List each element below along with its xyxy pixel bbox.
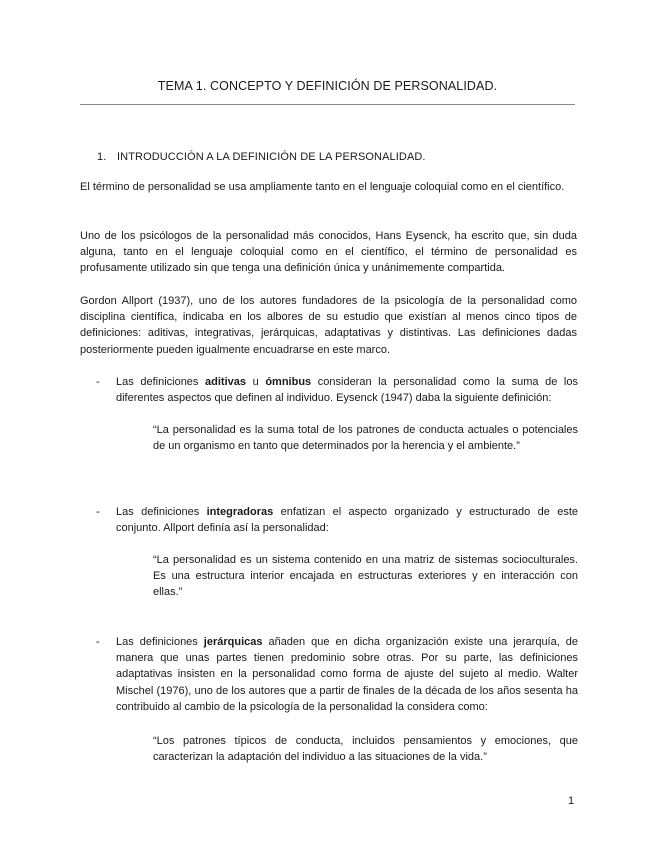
- section-heading: [97, 151, 426, 163]
- paragraph-2: Uno de los psicólogos de la personalidad más conocidos, Hans Eysenck, ha escrito que, sin duda alguna, tanto en el lenguaje coloquial como en el científico, el término de personalidad es profusamente utilizado sin que tenga una definición única y unánimemente compartida.: [80, 230, 577, 275]
- title-divider: [80, 104, 575, 105]
- quote-allport: “La personalidad es un sistema contenido en una matriz de sistemas socioculturales. Es una estructura interior encajada en estructuras exteriores y en interacción con ellas.”: [153, 554, 578, 599]
- bullet-text-post: enfatizan el aspecto organizado y estructurado de este conjunto. Allport definía así la personalidad:: [116, 506, 578, 535]
- bullet-text-post: consideran la personalidad como la suma de los diferentes aspectos que definen al individuo. Eysenck (1947) daba la siguiente definición:: [116, 376, 578, 405]
- bullet-text: [116, 374, 578, 406]
- bullet-item-integradoras: [96, 504, 578, 536]
- bullet-text-pre: Las definiciones: [116, 636, 204, 648]
- bullet-text-mid: u: [246, 376, 266, 388]
- bullet-text-pre: Las definiciones: [116, 376, 206, 388]
- bullet-bold-term: integradoras: [206, 506, 274, 518]
- paragraph-1: El término de personalidad se usa ampliamente tanto en el lenguaje coloquial como en el científico.: [80, 181, 565, 193]
- section-heading-text: INTRODUCCIÓN A LA DEFINICIÓN DE LA PERSONALIDAD.: [117, 151, 426, 163]
- page-number: 1: [568, 795, 575, 807]
- bullet-text: [116, 634, 578, 715]
- bullet-bold-term-2: ómnibus: [265, 376, 312, 388]
- bullet-dash: -: [96, 376, 100, 388]
- page-title: TEMA 1. CONCEPTO Y DEFINICIÓN DE PERSONALIDAD.: [157, 79, 498, 93]
- bullet-text-post: añaden que en dicha organización existe una jerarquía, de manera que unas partes tienen predominio sobre otras. Por su parte, las definiciones adaptativas insisten en la personalidad como forma de ajuste del sujeto al medio. Walter Mischel (1976), uno de los autores que a partir de finales de la década de los años sesenta ha contribuido al cambio de la psicología de la personalidad la considera como:: [116, 636, 578, 713]
- bullet-bold-term: aditivas: [205, 376, 246, 388]
- paragraph-3: Gordon Allport (1937), uno de los autores fundadores de la psicología de la personalidad como disciplina científica, indicaba en los albores de su estudio que existían al menos cinco tipos de definiciones: aditivas, integrativas, jerárquicas, adaptativas y distintivas. Las definiciones dadas posteriormente pueden igualmente encuadrarse en este marco.: [80, 295, 577, 356]
- bullet-item-jerarquicas: [96, 634, 578, 715]
- bullet-text: [116, 504, 578, 536]
- bullet-text-pre: Las definiciones: [116, 506, 207, 518]
- quote-eysenck: “La personalidad es la suma total de los patrones de conducta actuales o potenciales de un organismo en tanto que determinados por la herencia y el ambiente.”: [153, 424, 578, 453]
- bullet-dash: -: [96, 636, 100, 648]
- bullet-bold-term: jerárquicas: [203, 636, 263, 648]
- bullet-item-aditivas: [96, 374, 578, 406]
- bullet-dash: -: [96, 506, 100, 518]
- section-number: 1.: [97, 151, 107, 163]
- quote-mischel: “Los patrones típicos de conducta, incluidos pensamientos y emociones, que caracterizan la adaptación del individuo a las situaciones de la vida.”: [153, 735, 578, 764]
